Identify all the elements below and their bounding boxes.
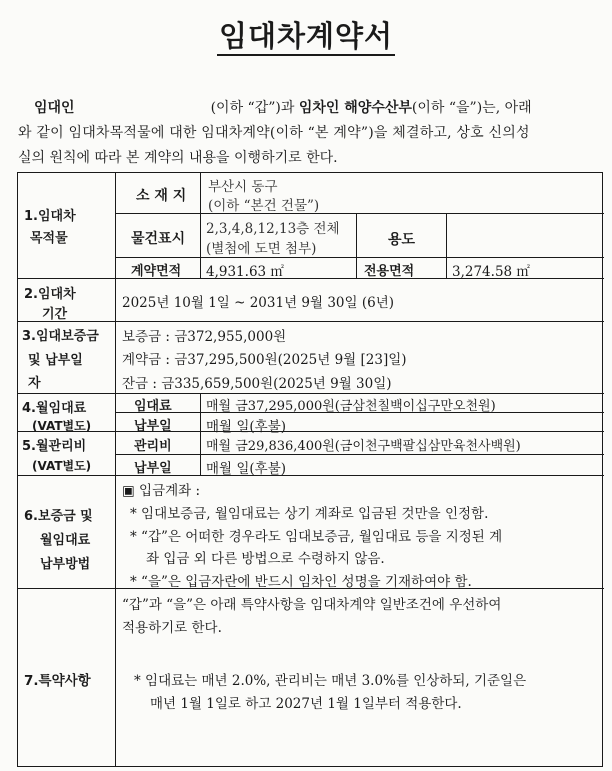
inner-divider: [116, 454, 604, 455]
location-label: 소 재 지: [136, 188, 187, 204]
section1-label-1: 1.임대차: [24, 209, 76, 224]
inner-divider: [116, 257, 604, 258]
section5-label-2: (VAT별도): [32, 459, 92, 473]
down-payment: 계약금 : 금37,295,500원(2025년 9월 [23]일): [122, 352, 407, 368]
lease-period: 2025년 10월 1일 ~ 2031년 9월 30일 (6년): [122, 295, 395, 311]
section3-label-1: 3.임대보증금: [22, 329, 99, 344]
column-divider: [446, 213, 447, 278]
document-title-text: 임대차계약서: [217, 19, 395, 56]
column-divider: [115, 173, 116, 766]
payment-note-3: * “을”은 입금자란에 반드시 임차인 성명을 기재하여야 함.: [130, 574, 472, 590]
intro-line-3: 실의 원칙에 따라 본 계약의 내용을 이행하기로 한다.: [18, 150, 338, 166]
special-terms-text-2: 적용하기로 한다.: [122, 620, 222, 636]
section6-label-3: 납부방법: [40, 557, 91, 572]
section1-label-2: 목적물: [30, 231, 68, 246]
fee-label: 관리비: [134, 439, 172, 454]
property-value-1: 2,3,4,8,12,13층 전체: [206, 221, 340, 237]
rent-value: 매월 금37,295,000원(금삼천칠백이십구만오천원): [206, 399, 496, 414]
rent-label: 임대료: [134, 399, 172, 414]
section5-label-1: 5.월관리비: [22, 439, 87, 454]
deposit-amount: 보증금 : 금372,955,000원: [122, 329, 287, 345]
section6-label-1: 6.보증금 및: [24, 509, 93, 524]
column-divider: [200, 393, 201, 475]
section2-label-2: 기간: [42, 307, 68, 322]
account-header: ▣ 입금계좌 :: [122, 483, 201, 499]
balance-payment: 잔금 : 금335,659,500원(2025년 9월 30일): [122, 376, 392, 392]
payment-note-1: * 임대보증금, 월임대료는 상기 계좌로 입금된 것만을 인정함.: [130, 506, 489, 522]
intro-line-1: [34, 97, 532, 117]
contract-area-value: 4,931.63 ㎡: [206, 264, 284, 280]
special-terms-note-2: 매년 1월 1일로 하고 2027년 1월 1일부터 적용한다.: [150, 696, 462, 712]
row-divider: [18, 475, 604, 476]
property-value-2: (별첨에 도면 첨부): [206, 241, 317, 257]
row-divider: [18, 393, 604, 394]
payment-note-2b: 좌 입금 외 다른 방법으로 수령하지 않음.: [146, 551, 385, 567]
section4-label-1: 4.월임대료: [22, 401, 87, 416]
section6-label-2: 월임대료: [40, 533, 91, 548]
location-value-2: (이하 “본건 건물”): [208, 198, 320, 214]
exclusive-area-label: 전용면적: [364, 264, 415, 279]
property-label: 물건표시: [131, 231, 186, 247]
use-label: 용도: [388, 232, 416, 248]
document-title: [0, 14, 612, 55]
special-terms-note-1: * 임대료는 매년 2.0%, 관리비는 매년 3.0%를 인상하되, 기준일은: [134, 673, 527, 689]
row-divider: [18, 321, 604, 322]
section3-label-2: 및 납부일: [28, 353, 83, 368]
landlord-label: 임대인: [34, 100, 75, 116]
intro-text-b: (이하 “을”)는, 아래: [411, 100, 532, 116]
intro-line-2: 와 같이 임대차목적물에 대한 임대차계약(이하 “본 계약”)을 체결하고, 상호 신의성: [18, 125, 530, 141]
tenant-label: 임차인 해양수산부: [298, 100, 412, 116]
fee-value: 매월 금29,836,400원(금이천구백팔십삼만육천사백원): [206, 439, 521, 454]
inner-divider: [116, 213, 604, 214]
fee-due-value: 매월 일(후불): [206, 461, 287, 477]
contract-table: [17, 172, 603, 767]
section3-label-3: 자: [28, 376, 41, 391]
column-divider: [356, 213, 357, 278]
section2-label-1: 2.임대차: [24, 287, 76, 302]
section4-label-2: (VAT별도): [32, 419, 92, 433]
row-divider: [18, 431, 604, 432]
intro-text-a: (이하 “갑”)과: [210, 100, 299, 116]
payment-note-2a: * “갑”은 어떠한 경우라도 임대보증금, 월임대료 등을 지정된 계: [130, 529, 503, 545]
rent-due-value: 매월 일(후불): [206, 419, 287, 435]
column-divider: [200, 173, 201, 278]
rent-due-label: 납부일: [134, 419, 172, 434]
special-terms-text-1: “갑”과 “을”은 아래 특약사항을 임대차계약 일반조건에 우선하여: [122, 597, 502, 613]
exclusive-area-value: 3,274.58 ㎡: [452, 264, 530, 280]
section7-label: 7.특약사항: [24, 673, 91, 689]
contract-area-label: 계약면적: [131, 264, 182, 279]
location-value-1: 부산시 동구: [208, 179, 278, 195]
fee-due-label: 납부일: [134, 461, 172, 476]
